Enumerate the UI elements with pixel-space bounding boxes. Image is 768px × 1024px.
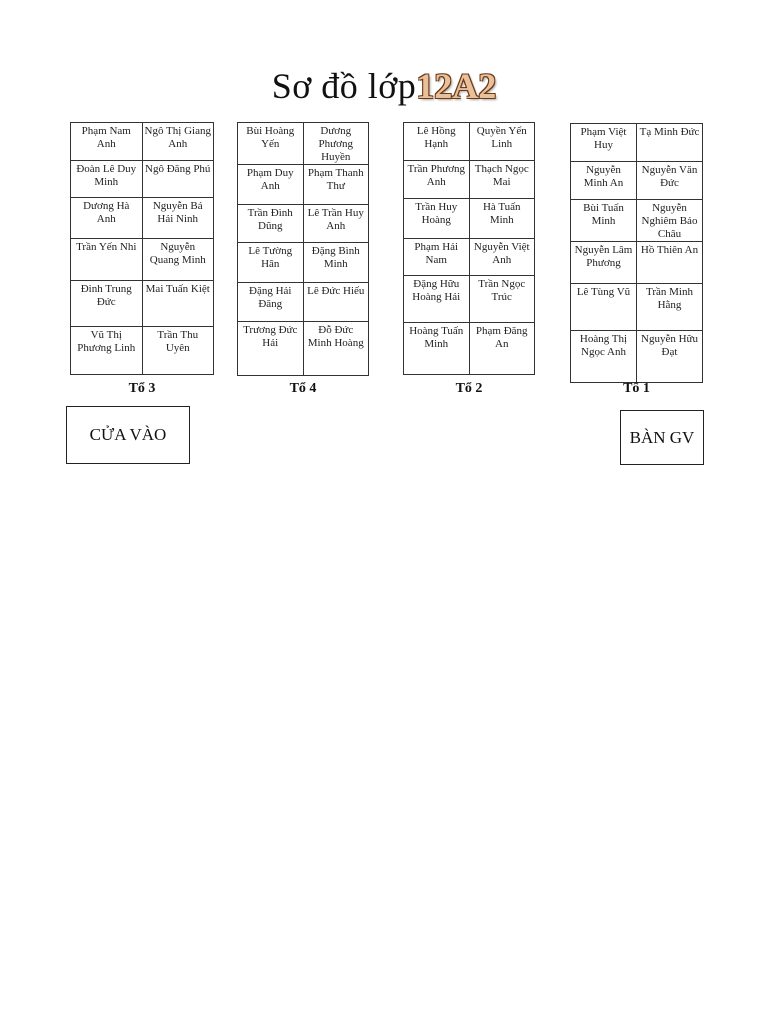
seat: Nguyễn Bá Hải Ninh (142, 198, 214, 239)
page-title (0, 62, 768, 110)
seat: Trần Yến Nhi (71, 239, 143, 281)
seat: Thạch Ngọc Mai (469, 161, 535, 199)
teacher-desk-box: BÀN GV (620, 410, 704, 465)
seat: Nguyễn Hữu Đạt (637, 331, 703, 383)
seat: Nguyễn Việt Anh (469, 239, 535, 276)
seat: Nguyễn Quang Minh (142, 239, 214, 281)
seat: Trương Đức Hải (238, 322, 304, 376)
seat-group-to-1 (570, 123, 703, 379)
seat-table (70, 122, 214, 375)
seat: Mai Tuấn Kiệt (142, 281, 214, 327)
seat: Nguyễn Minh An (571, 162, 637, 200)
seat: Lê Tùng Vũ (571, 284, 637, 331)
seat: Hồ Thiên An (637, 242, 703, 284)
seat: Trần Phương Anh (404, 161, 470, 199)
seat: Đinh Trung Đức (71, 281, 143, 327)
seat: Vũ Thị Phương Linh (71, 327, 143, 375)
seat: Trần Huy Hoàng (404, 199, 470, 239)
seat: Phạm Nam Anh (71, 123, 143, 161)
seat: Lê Hồng Hạnh (404, 123, 470, 161)
seat: Lê Trần Huy Anh (303, 205, 369, 243)
class-name: 12A2 (416, 66, 497, 106)
seat: Lê Đức Hiếu (303, 283, 369, 322)
seat: Nguyễn Nghiêm Bảo Châu (637, 200, 703, 242)
group-label: Tổ 3 (128, 381, 156, 396)
door-box: CỬA VÀO (66, 406, 190, 464)
seat: Ngô Thị Giang Anh (142, 123, 214, 161)
seat-group-to-3 (70, 122, 214, 374)
seat-table (237, 122, 369, 376)
seat: Quyền Yến Linh (469, 123, 535, 161)
seat: Ngô Đăng Phú (142, 161, 214, 198)
seat: Hà Tuấn Minh (469, 199, 535, 239)
seat: Hoàng Tuấn Minh (404, 323, 470, 375)
seat: Đặng Bình Minh (303, 243, 369, 283)
group-label: Tổ 4 (289, 381, 317, 396)
seat: Dương Phương Huyền (303, 123, 369, 165)
seat: Bùi Hoàng Yến (238, 123, 304, 165)
seat: Hoàng Thị Ngọc Anh (571, 331, 637, 383)
title-prefix: Sơ đồ lớp (271, 66, 417, 106)
seat: Phạm Hải Nam (404, 239, 470, 276)
seat-table (403, 122, 535, 375)
seat: Đỗ Đức Minh Hoàng (303, 322, 369, 376)
seat: Phạm Đăng An (469, 323, 535, 375)
seat: Nguyễn Văn Đức (637, 162, 703, 200)
seat: Trần Ngọc Trúc (469, 276, 535, 323)
seat: Trần Minh Hằng (637, 284, 703, 331)
seat: Lê Tường Hân (238, 243, 304, 283)
group-label: Tổ 1 (623, 381, 650, 396)
seat: Trần Đình Dũng (238, 205, 304, 243)
seat: Tạ Minh Đức (637, 124, 703, 162)
seat: Bùi Tuấn Minh (571, 200, 637, 242)
seat: Phạm Thanh Thư (303, 165, 369, 205)
seat: Dương Hà Anh (71, 198, 143, 239)
seat: Đặng Hữu Hoàng Hải (404, 276, 470, 323)
seat: Nguyễn Lâm Phương (571, 242, 637, 284)
seat: Đặng Hải Đăng (238, 283, 304, 322)
seat-group-to-4 (237, 122, 369, 375)
seat: Phạm Việt Huy (571, 124, 637, 162)
seat: Đoàn Lê Duy Minh (71, 161, 143, 198)
seat-group-to-2 (403, 122, 535, 374)
group-label: Tổ 2 (455, 381, 483, 396)
seat: Phạm Duy Anh (238, 165, 304, 205)
seat-table (570, 123, 703, 383)
seat: Trần Thu Uyên (142, 327, 214, 375)
